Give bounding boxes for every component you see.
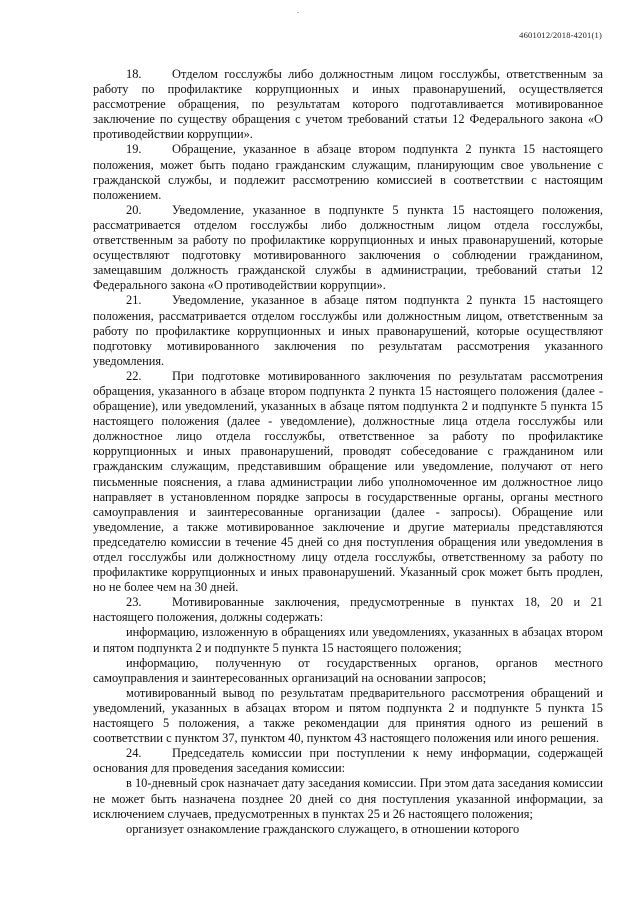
paragraph-21 [93,293,603,368]
scan-speck [297,12,299,13]
paragraph-24 [93,746,603,776]
paragraph-text: в 10-дневный срок назначает дату заседания комиссии. При этом дата заседания комиссии не может быть назначена позднее 20 дней со дня поступления указанной информации, за исключением случаев, предусмотренных в пунктах 25 и 26 настоящего положения; [93,776,603,821]
paragraph-23-item-2 [93,656,603,686]
paragraph-text: Уведомление, указанное в абзаце пятом подпункта 2 пункта 15 настоящего положения, рассматривается отделом госслужбы или должностным лицом, ответственным за работу по профилактике коррупционных и иных правонарушений, которые осуществляют подготовку мотивированного заключения по результатам рассмотрения указанного уведомления. [93,293,603,368]
paragraph-text: Мотивированные заключения, предусмотренные в пунктах 18, 20 и 21 настоящего положения, должны содержать: [93,595,603,625]
paragraph-number: 21. [126,293,142,308]
paragraph-text: информацию, полученную от государственных органов, органов местного самоуправления и заинтересованных организаций на основании запросов; [93,655,603,685]
paragraph-text: Уведомление, указанное в подпункте 5 пункта 15 настоящего положения, рассматривается отделом госслужбы либо должностным лицом отдела госслужбы, ответственным за работу по профилактике коррупционных и иных правонарушений, которые осуществляют подготовку мотивированного заключения о соблюдении гражданином, замещавшим должность гражданской службы в администрации, требований статьи 12 Федерального закона «О противодействии коррупции». [93,202,603,293]
paragraph-18 [93,67,603,142]
paragraph-23-item-1 [93,625,603,655]
paragraph-24-item-1 [93,776,603,821]
paragraph-number: 24. [126,746,142,761]
document-body [93,67,603,837]
paragraph-text: При подготовке мотивированного заключения по результатам рассмотрения обращения, указанного в абзаце втором подпункта 2 пункта 15 настоящего положения (далее - обращение), или уведомлений, указанных в абзаце пятом подпункта 2 и подпункте 5 пункта 15 настоящего положения (далее - уведомление), должностные лица отдела госслужбы или должностное лицо отдела госслужбы, ответственное за работу по профилактике коррупционных и иных правонарушений, проводят собеседование с гражданином или гражданским служащим, представившим обращение или уведомление, получают от него письменные пояснения, а глава администрации либо уполномоченное им должностное лицо направляет в установленном порядке запросы в государственные органы, органы местного самоуправления и заинтересованные организации (далее - запросы). Обращение или уведомление, а также мотивированное заключение и другие материалы представляются председателю комиссии в течение 45 дней со дня поступления обращения или уведомления в отдел госслужбы или должностному лицу отдела госслужбы, ответственному за работу по профилактике коррупционных и иных правонарушений. Указанный срок может быть продлен, но не более чем на 30 дней. [93,368,603,595]
paragraph-number: 20. [126,202,142,217]
paragraph-24-item-2 [93,822,603,837]
paragraph-text: информацию, изложенную в обращениях или уведомлениях, указанных в абзацах втором и пятом подпункта 2 и подпункте 5 пункта 15 настоящего положения; [93,625,603,655]
paragraph-text: организует ознакомление гражданского служащего, в отношении которого [126,821,520,836]
paragraph-number: 19. [126,142,142,157]
paragraph-text: мотивированный вывод по результатам предварительного рассмотрения обращений и уведомлений, указанных в абзацах втором и пятом подпункта 2 и подпункте 5 пункта 15 настоящего 5 положения, а также рекомендации для принятия одного из решений в соответствии с пунктом 37, пунктом 40, пунктом 43 настоящего положения или иного решения. [93,685,603,746]
document-code: 4601012/2018-4201(1) [519,30,602,40]
paragraph-23-item-3 [93,686,603,746]
paragraph-text: Председатель комиссии при поступлении к нему информации, содержащей основания для проведения заседания комиссии: [93,746,603,776]
paragraph-number: 22. [126,368,142,383]
paragraph-20 [93,203,603,294]
paragraph-19 [93,142,603,202]
paragraph-number: 18. [126,67,142,81]
paragraph-text: Обращение, указанное в абзаце втором подпункта 2 пункта 15 настоящего положения, может быть подано гражданским служащим, планирующим свое увольнение с гражданской службы, и подлежит рассмотрению комиссией в соответствии с настоящим положением. [93,142,603,202]
paragraph-text: Отделом госслужбы либо должностным лицом госслужбы, ответственным за работу по профилактике коррупционных и иных правонарушений, осуществляется рассмотрение обращения, по результатам которого подготавливается мотивированное заключение по существу обращения с учетом требований статьи 12 Федерального закона «О противодействии коррупции». [93,67,603,142]
paragraph-23 [93,595,603,625]
paragraph-number: 23. [126,595,142,610]
paragraph-22 [93,369,603,595]
